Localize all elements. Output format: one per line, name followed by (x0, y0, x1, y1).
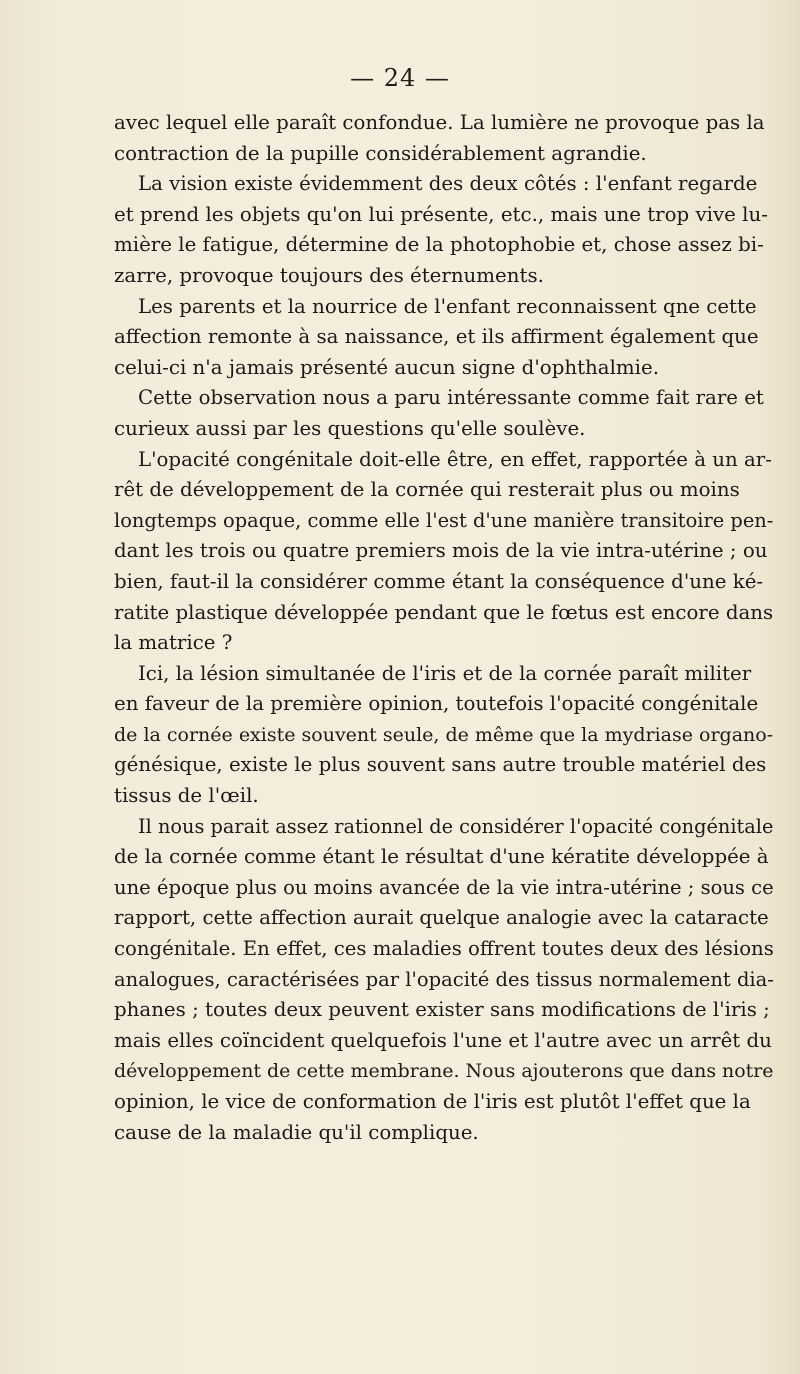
text-line: opinion, le vice de conformation de l'iris est plutôt l'effet que la (114, 1090, 751, 1113)
text-line: génésique, existe le plus souvent sans autre trouble matériel des (114, 753, 767, 777)
text-line: Il nous parait assez rationnel de considérer l'opacité congénitale (138, 814, 774, 838)
text-line: développement de cette membrane. Nous ajouterons que dans notre (114, 1060, 774, 1083)
text-line: longtemps opaque, comme elle l'est d'une manière transitoire pen- (114, 508, 774, 532)
text-line: congénitale. En effet, ces maladies offrent toutes deux des lésions (114, 937, 774, 961)
text-line: phanes ; toutes deux peuvent exister sans modifications de l'iris ; (114, 998, 770, 1022)
text-line: zarre, provoque toujours des éternuments. (114, 263, 544, 287)
text-line: dant les trois ou quatre premiers mois de la vie intra-utérine ; ou (114, 539, 768, 563)
text-line: La vision existe évidemment des deux côtés : l'enfant regarde (138, 172, 758, 196)
text-line: une époque plus ou moins avancée de la vie intra-utérine ; sous ce (114, 875, 774, 899)
text-line: bien, faut-il la considérer comme étant la conséquence d'une ké- (114, 569, 764, 593)
text-line: de la cornée existe souvent seule, de même que la mydriase organo- (114, 723, 774, 746)
text-line: Les parents et la nourrice de l'enfant reconnaissent qne cette (138, 294, 757, 318)
text-line: affection remonte à sa naissance, et ils affirment également que (114, 325, 759, 349)
text-line: de la cornée comme étant le résultat d'une kératite développée à (114, 845, 769, 869)
text-line: la matrice ? (114, 631, 233, 655)
text-line: curieux aussi par les questions qu'elle soulève. (114, 416, 586, 440)
text-line: et prend les objets qu'on lui présente, etc., mais une trop vive lu- (114, 202, 768, 226)
text-line: analogues, caractérisées par l'opacité des tissus normalement dia- (114, 967, 774, 991)
text-line: ratite plastique développée pendant que le fœtus est encore dans (114, 600, 774, 624)
text-line: contraction de la pupille considérablement agrandie. (114, 141, 647, 165)
text-line: Cette observation nous a paru intéressante comme fait rare et (138, 386, 764, 410)
page-number: — 24 — (350, 64, 450, 92)
text-line: mière le fatigue, détermine de la photophobie et, chose assez bi- (114, 233, 764, 257)
text-line: mais elles coïncident quelquefois l'une et l'autre avec un arrêt du (114, 1028, 772, 1052)
text-line: Ici, la lésion simultanée de l'iris et de la cornée paraît militer (138, 661, 752, 685)
text-line: cause de la maladie qu'il complique. (114, 1120, 479, 1144)
text-line: tissus de l'œil. (114, 784, 259, 808)
text-line: celui-ci n'a jamais présenté aucun signe d'ophthalmie. (114, 355, 659, 379)
text-line: rapport, cette affection aurait quelque analogie avec la cataracte (114, 906, 769, 930)
text-line: rêt de développement de la cornée qui resterait plus ou moins (114, 478, 740, 502)
text-line: en faveur de la première opinion, toutefois l'opacité congénitale (114, 692, 759, 716)
text-line: avec lequel elle paraît confondue. La lumière ne provoque pas la (114, 111, 765, 134)
body-text (114, 108, 800, 1148)
text-line: L'opacité congénitale doit-elle être, en effet, rapportée à un ar- (138, 447, 772, 471)
